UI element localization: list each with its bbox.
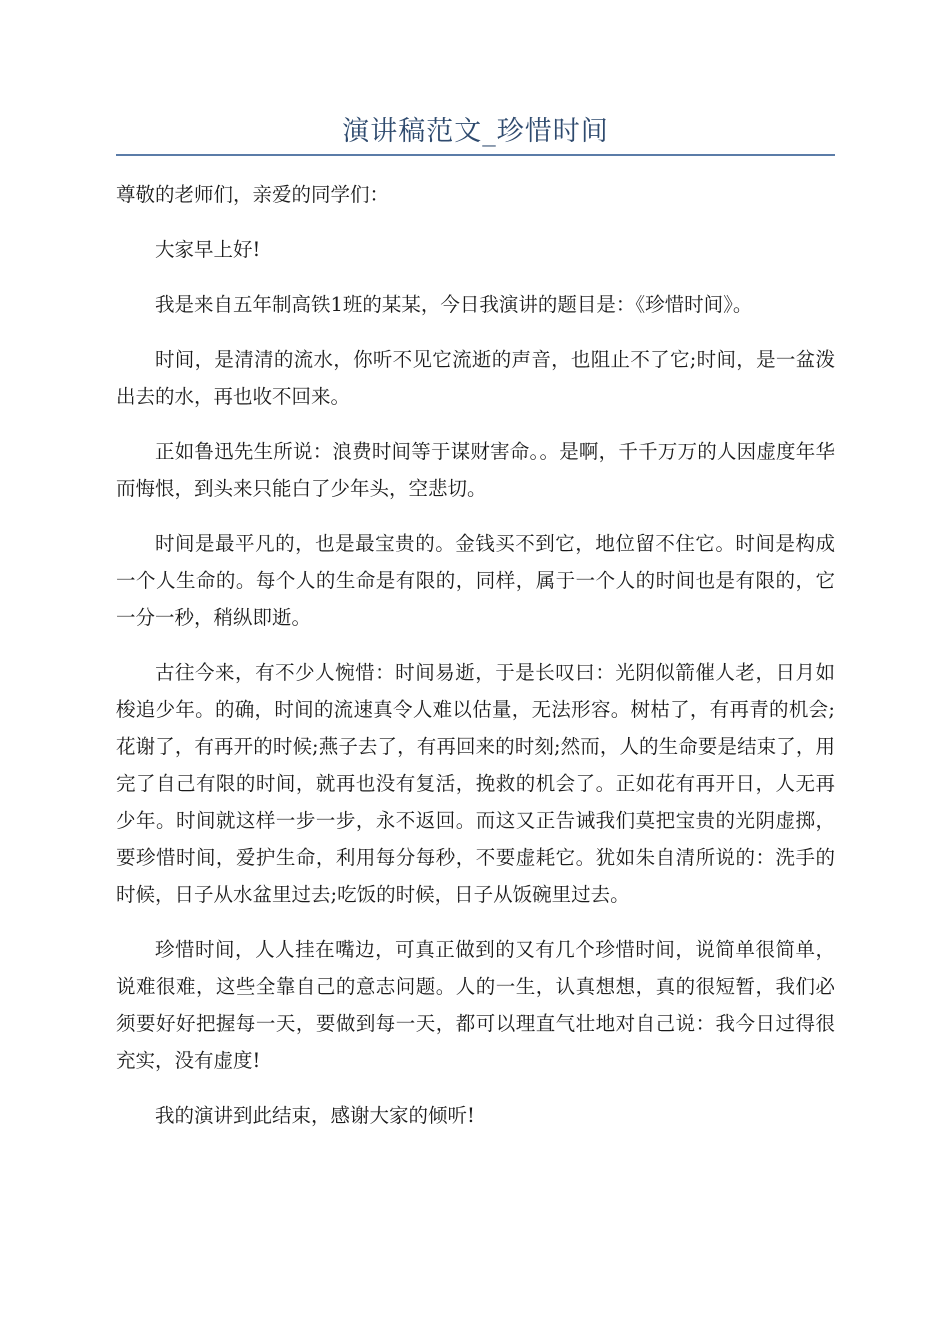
paragraph-2: 我是来自五年制高铁1班的某某，今日我演讲的题目是：《珍惜时间》。 [155,293,753,316]
paragraph-1: 大家早上好! [155,238,261,261]
paragraph-4: 正如鲁迅先生所说：浪费时间等于谋财害命。。是啊，千千万万的人因虚度年华而悔恨，到头来只能白了少年头，空悲切。 [116,440,835,500]
paragraph-6: 古往今来，有不少人惋惜：时间易逝，于是长叹曰：光阴似箭催人老，日月如梭追少年。的确，时间的流速真令人难以估量，无法形容。树枯了，有再青的机会;花谢了，有再开的时候;燕子去了，有再回来的时刻;然而，人的生命要是结束了，用完了自己有限的时间，就再也没有复活，挽救的机会了。正如花有再开日，人无再少年。时间就这样一步一步，永不返回。而这又正告诫我们莫把宝贵的光阴虚掷，要珍惜时间，爱护生命，利用每分每秒，不要虚耗它。犹如朱自清所说的：洗手的时候，日子从水盆里过去;吃饭的时候，日子从饭碗里过去。 [116,661,835,906]
paragraph-7: 珍惜时间，人人挂在嘴边，可真正做到的又有几个珍惜时间，说简单很简单，说难很难，这些全靠自己的意志问题。人的一生，认真想想，真的很短暂，我们必须要好好把握每一天，要做到每一天，都可以理直气壮地对自己说：我今日过得很充实，没有虚度! [116,938,835,1072]
salutation: 尊敬的老师们，亲爱的同学们： [116,183,390,206]
document-title: 演讲稿范文_珍惜时间 [342,116,609,147]
paragraph-3: 时间，是清清的流水，你听不见它流逝的声音，也阻止不了它;时间，是一盆泼出去的水，再也收不回来。 [116,348,835,408]
paragraph-5: 时间是最平凡的，也是最宝贵的。金钱买不到它，地位留不住它。时间是构成一个人生命的。每个人的生命是有限的，同样，属于一个人的时间也是有限的，它一分一秒，稍纵即逝。 [116,532,835,629]
title-underline [116,154,835,156]
document-body [116,176,835,1152]
paragraph-8: 我的演讲到此结束，感谢大家的倾听! [155,1104,475,1127]
